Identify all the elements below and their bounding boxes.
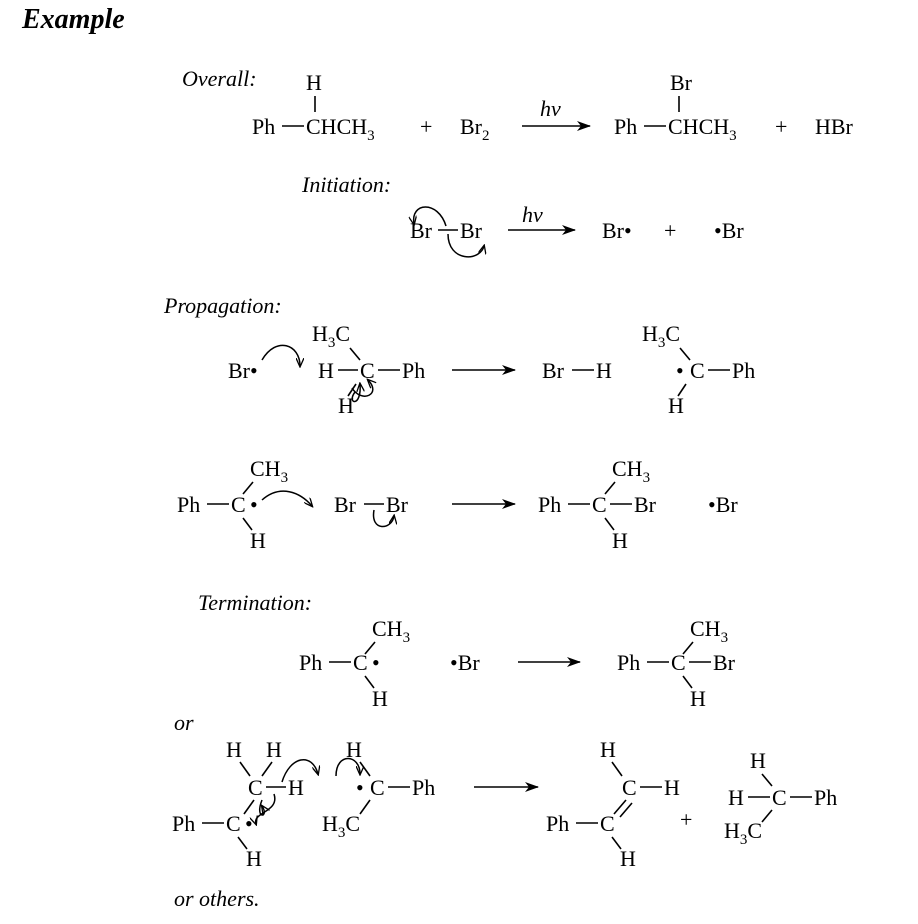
c-atom: C (231, 492, 246, 517)
radical-dot: • (356, 775, 364, 800)
ph-group: Ph (617, 650, 641, 675)
product-molecule (617, 616, 736, 711)
ph-group: Ph (538, 492, 562, 517)
c-atom: C (226, 811, 241, 836)
chch3-group: $CHCH_3$ (668, 114, 737, 144)
h-atom: H (750, 748, 766, 773)
fishhook-arrow (262, 491, 312, 506)
h3c-group: $H_3C$ (642, 321, 681, 351)
h-atom: H (306, 70, 322, 95)
bond (762, 774, 772, 786)
ph-group: Ph (252, 114, 276, 139)
termination-label: Termination: (198, 590, 313, 615)
benzylic-radical (299, 616, 410, 711)
br-atom: Br (460, 218, 482, 243)
h-atom: H (620, 846, 636, 871)
ph-group: Ph (412, 775, 436, 800)
br2-molecule (334, 492, 409, 527)
plus-sign: + (680, 807, 693, 832)
h-atom: H (288, 775, 304, 800)
or-others-label: or others. (174, 886, 260, 911)
br-radical: •Br (450, 650, 480, 675)
hv-label: hν (540, 96, 561, 121)
benzylic-radical (172, 737, 360, 871)
h3c-group: $H_3C$ (312, 321, 351, 351)
c-atom: C (360, 358, 375, 383)
ethylbenzene-molecule (312, 321, 425, 418)
propagation-label: Propagation: (164, 293, 282, 318)
or-label: or (174, 710, 194, 735)
br2-reagent: $Br_2$ (460, 114, 490, 144)
br-radical: •Br (714, 218, 744, 243)
c-atom: C (353, 650, 368, 675)
c-atom: C (622, 775, 637, 800)
h-atom: H (664, 775, 680, 800)
bond (762, 810, 772, 822)
ph-group: Ph (299, 650, 323, 675)
hbr-product: HBr (815, 114, 853, 139)
ch3-group: $CH_3$ (372, 616, 411, 646)
radical-dot: • (250, 492, 258, 517)
h-atom: H (246, 846, 262, 871)
br-atom: Br (334, 492, 356, 517)
overall-product (614, 70, 737, 144)
br-atom: Br (410, 218, 432, 243)
h-atom: H (612, 528, 628, 553)
chch3-group: $CHCH_3$ (306, 114, 375, 144)
h-atom: H (372, 686, 388, 711)
bond (612, 762, 622, 776)
overall-label: Overall: (182, 66, 257, 91)
br-atom: Br (713, 650, 735, 675)
br-radical: Br• (602, 218, 632, 243)
br-atom: Br (670, 70, 692, 95)
c-atom: C (248, 775, 263, 800)
h3c-group: $H_3C$ (322, 811, 361, 841)
ph-group: Ph (732, 358, 756, 383)
bond (360, 800, 370, 814)
br-atom: Br (386, 492, 408, 517)
hbr-product (542, 358, 612, 383)
overall-reactant (252, 70, 375, 144)
h-atom: H (668, 393, 684, 418)
c-atom: C (600, 811, 615, 836)
h-atom: H (318, 358, 334, 383)
radical-dot: • (676, 358, 684, 383)
diagram-title: Example (22, 4, 125, 35)
bond (262, 762, 272, 776)
ch3-group: $CH_3$ (690, 616, 729, 646)
br-atom: Br (542, 358, 564, 383)
h-atom: H (346, 737, 362, 762)
plus-sign: + (664, 218, 677, 243)
benzylic-radical (322, 737, 435, 841)
h-atom: H (226, 737, 242, 762)
bond (360, 762, 370, 776)
benzylic-radical (177, 456, 288, 553)
h-atom: H (600, 737, 616, 762)
h-atom: H (338, 393, 354, 418)
hv-label: hν (522, 202, 543, 227)
ph-group: Ph (177, 492, 201, 517)
ph-group: Ph (402, 358, 426, 383)
styrene-product (546, 737, 680, 871)
bond (240, 762, 250, 776)
h-atom: H (690, 686, 706, 711)
ch3-group: $CH_3$ (612, 456, 651, 486)
br-radical: Br• (228, 358, 258, 383)
c-atom: C (671, 650, 686, 675)
ph-group: Ph (814, 785, 838, 810)
plus-sign: + (420, 114, 433, 139)
h-atom: H (596, 358, 612, 383)
radical-dot: • (245, 811, 253, 836)
ethylbenzene-product (724, 748, 837, 848)
c-atom: C (690, 358, 705, 383)
br-radical: •Br (708, 492, 738, 517)
ph-group: Ph (546, 811, 570, 836)
c-atom: C (772, 785, 787, 810)
plus-sign: + (775, 114, 788, 139)
h-atom: H (266, 737, 282, 762)
product-molecule (538, 456, 657, 553)
br-atom: Br (634, 492, 656, 517)
h-atom: H (250, 528, 266, 553)
h3c-group: $H_3C$ (724, 818, 763, 848)
ph-group: Ph (614, 114, 638, 139)
c-atom: C (592, 492, 607, 517)
ph-group: Ph (172, 811, 196, 836)
ch3-group: $CH_3$ (250, 456, 289, 486)
c-atom: C (370, 775, 385, 800)
benzylic-radical (642, 321, 755, 418)
h-atom: H (728, 785, 744, 810)
fishhook-arrow (262, 345, 300, 366)
initiation-label: Initiation: (302, 172, 392, 197)
initiation-reactant (410, 207, 484, 257)
radical-dot: • (372, 650, 380, 675)
bond (350, 348, 360, 360)
